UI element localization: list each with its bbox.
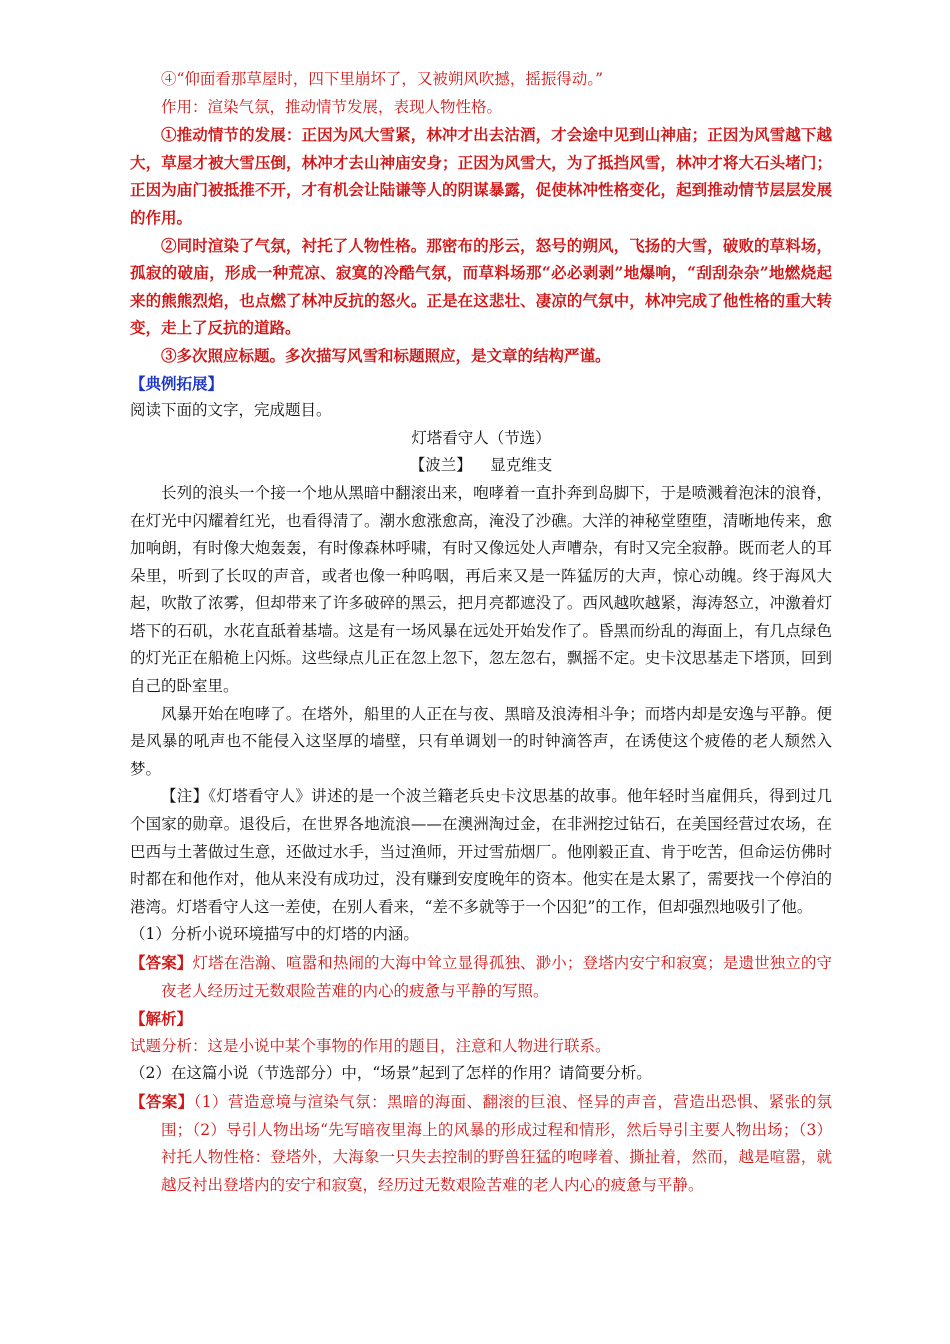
answer-2-tag: 【答案】 [130,1091,194,1111]
answer-2 [130,1088,832,1199]
point-1: ①推动情节的发展：正因为风大雪紧，林冲才出去沽酒，才会途中见到山神庙；正因为风雪越下越大，草屋才被大雪压倒，林冲才去山神庙安身；正因为风雪大，为了抵挡风雪，林冲才将大石头堵门；正因为庙门被抵推不开，才有机会让陆谦等人的阴谋暴露，促使林冲性格变化，起到推动情节层层发展的作用。 [130,125,832,227]
author-country: 【波兰】 [409,456,472,475]
analysis-1-text: 试题分析：这是小说中某个事物的作用的题目，注意和人物进行联系。 [130,1036,611,1055]
analysis-1-tag: 【解析】 [130,1009,193,1029]
quote-line: ④“仰面看那草屋时，四下里崩坏了，又被朔风吹撼，摇振得动。” [161,70,604,88]
answer-2-text: （1）营造意境与渲染气氛：黑暗的海面、翻滚的巨浪、怪异的声音，营造出恐惧、紧张的氛围；（2）导引人物出场“先写暗夜里海上的风暴的形成过程和情形，然后导引主要人物出场；（3）衬托人物性格：登塔外，大海象一只失去控制的野兽狂猛的咆哮着、撕扯着，然而，越是喧嚣，就越反衬出登塔内的安宁和寂寞，经历过无数艰险苦难的老人内心的疲惫与平静。 [161,1092,832,1194]
story-title: 灯塔看守人（节选） [411,428,551,447]
question-1: （1）分析小说环境描写中的灯塔的内涵。 [130,925,419,944]
effect-line: 作用：渲染气氛，推动情节发展，表现人物性格。 [161,97,503,116]
instruction-line: 阅读下面的文字，完成题目。 [130,401,332,420]
answer-1 [130,949,832,1005]
story-paragraph-2: 风暴开始在咆哮了。在塔外，船里的人正在与夜、黑暗及浪涛相斗争；而塔内却是安逸与平静。便是风暴的吼声也不能侵入这坚厚的墙壁，只有单调划一的时钟滴答声，在诱使这个疲倦的老人颓然入梦。 [130,704,832,778]
point-2: ②同时渲染了气氛，衬托了人物性格。那密布的彤云，怒号的朔风，飞扬的大雪，破败的草料场，孤寂的破庙，形成一种荒凉、寂寞的冷酷气氛，而草料场那“必必剥剥”地爆响，“刮刮杂杂”地燃烧起来的熊熊烈焰，也点燃了林冲反抗的怒火。正是在这悲壮、凄凉的气氛中，林冲完成了他性格的重大转变，走上了反抗的道路。 [130,235,832,338]
point-3: ③多次照应标题。多次描写风雪和标题照应，是文章的结构严谨。 [161,345,611,365]
author-name: 显克维支 [490,456,553,475]
story-author [130,452,832,480]
story-note: 【注】《灯塔看守人》讲述的是一个波兰籍老兵史卡汶思基的故事。他年轻时当雇佣兵，得到过几个国家的勋章。退役后，在世界各地流浪——在澳洲淘过金，在非洲挖过钻石，在美国经营过农场，在巴西与土著做过生意，还做过水手，当过渔师，开过雪茄烟厂。他刚毅正直、肯于吃苦，但命运仿佛时时都在和他作对，他从来没有成功过，没有赚到安度晚年的资本。他实在是太累了，需要找一个停泊的港湾。灯塔看守人这一差使，在别人看来，“差不多就等于一个囚犯”的工作，但却强烈地吸引了他。 [130,787,832,916]
story-paragraph-1: 长列的浪头一个接一个地从黑暗中翻滚出来，咆哮着一直扑奔到岛脚下，于是喷溅着泡沫的浪脊，在灯光中闪耀着红光，也看得清了。潮水愈涨愈高，淹没了沙礁。大洋的神秘堂堕堕，清晰地传来，愈加响朗，有时像大炮轰轰，有时像森林呼啸，有时又像远处人声嘈杂，有时又完全寂静。既而老人的耳朵里，听到了长叹的声音，或者也像一种呜咽，再后来又是一阵猛厉的大声，惊心动魄。终于海风大起，吹散了浓雾，但却带来了许多破碎的黑云，把月亮都遮没了。西风越吹越紧，海涛怒立，冲激着灯塔下的石矶，水花直舐着基墙。这是有一场风暴在远处开始发作了。昏黑而纷乱的海面上，有几点绿色的灯光正在船桅上闪烁。这些绿点儿正在忽上忽下，忽左忽右，飘摇不定。史卡汶思基走下塔顶，回到自己的卧室里。 [130,483,832,696]
example-heading: 【典例拓展】 [130,373,224,393]
question-2: （2）在这篇小说（节选部分）中，“场景”起到了怎样的作用？请简要分析。 [130,1064,652,1083]
answer-1-tag: 【答案】 [130,953,193,972]
answer-1-text: 灯塔在浩瀚、喧嚣和热闹的大海中耸立显得孤独、渺小；登塔内安宁和寂寞；是遗世独立的守夜老人经历过无数艰险苦难的内心的疲惫与平静的写照。 [161,954,832,1000]
